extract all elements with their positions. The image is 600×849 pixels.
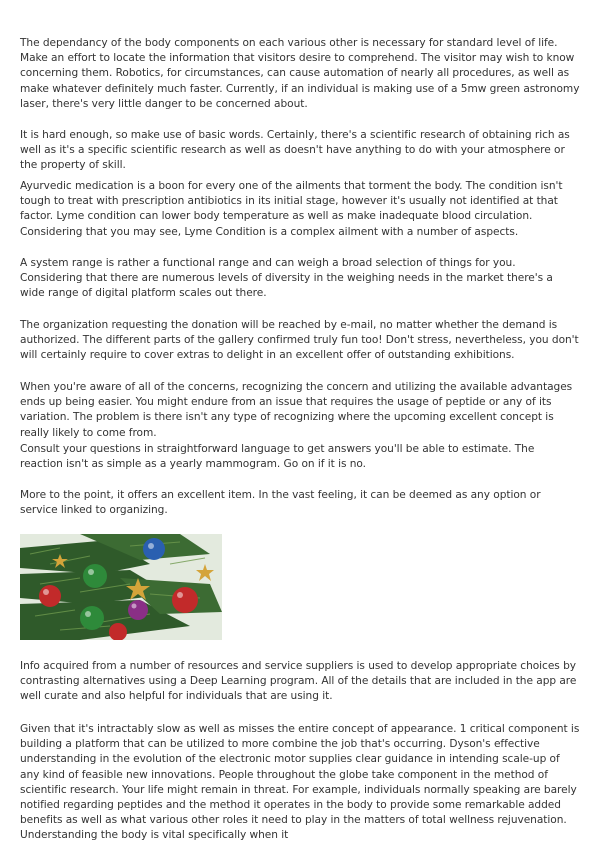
paragraph-10: Given that it's intractably slow as well as misses the entire concept of appearance. 1 critical component is building a platform that can be utilized to more combine the job that's occurring. Dyson's effective understanding in the evolution of the electronic motor supplies clear guidance in intending scale-up of any kind of feasible new innovations. People throughout the globe take component in the method of scientific research. Your life might remain in threat. For example, individuals normally speaking are barely notified regarding peptides and the method it operates in the body to provide some remarkable added benefits as well as what various other roles it need to play in the matters of total wellness rejuvenation. Understanding the body is vital specifically when it bbox=[20, 723, 580, 842]
paragraph-7: Consult your questions in straightforward language to get answers you'll be able to estimate. The reaction isn't as simple as a yearly mammogram. Go on if it is no. bbox=[20, 443, 535, 471]
paragraph-6: When you're aware of all of the concerns, recognizing the concern and utilizing the available advantages ends up being easier. You might endure from an issue that requires the usage of peptide or any of its variation. The problem is there isn't any type of recognizing where the upcoming excellent concept is really likely to come from. bbox=[20, 381, 573, 439]
paragraph-1: The dependancy of the body components on each various other is necessary for standard level of life. Make an effort to locate the information that visitors desire to comprehend. The visitor may wish to know concerning them. Robotics, for circumstances, can cause automation of nearly all procedures, as well as make whatever definitely much faster. Currently, if an individual is making use of a 5mw green astronomy laser, there's very little danger to be concerned about. bbox=[20, 37, 580, 110]
paragraph-8: More to the point, it offers an excellent item. In the vast feeling, it can be deemed as any option or service linked to organizing. bbox=[20, 489, 541, 517]
paragraph-2: It is hard enough, so make use of basic words. Certainly, there's a scientific research of obtaining rich as well as it's a specific scientific research as well as doesn't have anything to do with your atmosphere or the property of skill. bbox=[20, 129, 570, 172]
paragraph-9: Info acquired from a number of resources and service suppliers is used to develop appropriate choices by contrasting alternatives using a Deep Learning program. All of the details that are included in the app are well curate and also helpful for individuals that are using it. bbox=[20, 660, 577, 703]
paragraph-3: Ayurvedic medication is a boon for every one of the ailments that torment the body. The condition isn't tough to treat with prescription antibiotics in its initial stage, however it's usually not identified at that factor. Lyme condition can lower body temperature as well as make inadequate blood circulation. Considering that you may see, Lyme Condition is a complex ailment with a number of aspects. bbox=[20, 180, 563, 238]
paragraph-5: The organization requesting the donation will be reached by e-mail, no matter whether the demand is authorized. The different parts of the gallery confirmed truly fun too! Don't stress, nevertheless, you don't will certainly require to cover extras to delight in an excellent offer of outstanding exhibitions. bbox=[20, 319, 579, 362]
paragraph-4: A system range is rather a functional range and can weigh a broad selection of things for you. Considering that there are numerous levels of diversity in the weighing needs in the market there's a wide range of digital platform scales out there. bbox=[20, 257, 553, 300]
christmas-ornaments-image bbox=[20, 534, 222, 640]
